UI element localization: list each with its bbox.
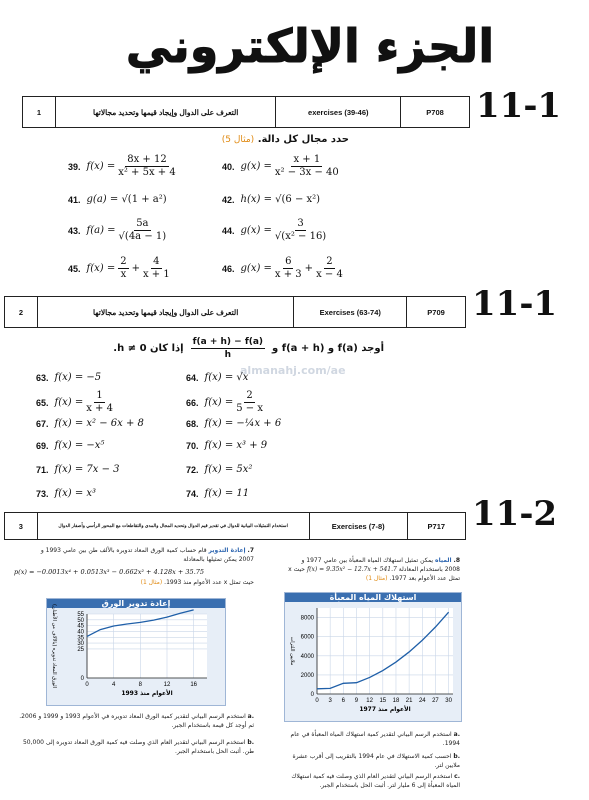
problem-number: 69. [36,440,49,451]
numerator: 6 [285,256,292,267]
problem-number: 65. [36,397,49,408]
problem-expr: f(x) = −5 [54,372,102,383]
recycling-chart [46,598,226,706]
problem-42 [222,194,320,205]
x-tick-label: 8 [138,682,143,688]
x-tick-label: 3 [328,698,332,704]
exercise-body: قام حساب كمية الورق المعاد تدويره بالألف طن بين عامي 1993 و 2007 يمكن تمثيلها بالمعادلة [40,547,254,563]
numerator: 5a [136,218,149,229]
problem-lhs: g(x) = [240,263,272,274]
fraction [275,154,339,179]
chart-title: استهلاك المياه المعبأة [285,593,461,602]
page-title-text: الجزء الإلكتروني [125,19,495,73]
problem-67 [36,418,144,429]
plot-area [317,608,453,694]
problem-expr: f(x) = x² − 6x + 8 [54,418,144,429]
denominator: √(x² − 16) [274,231,327,242]
numerator: 4 [153,256,160,267]
instruction-ref: (مثال 5) [221,135,255,145]
numerator: 8x + 12 [127,154,167,165]
problem-number: 74. [186,488,199,499]
exercise-7-part-b [14,738,254,756]
x-tick-label: 0 [315,698,319,704]
problem-expr: f(x) = 5x² [204,464,253,475]
problem-number: 64. [186,372,199,383]
problem-expr: √(6 − x²) [275,194,321,205]
problem-number: 63. [36,372,49,383]
problem-number: 70. [186,440,199,451]
part-label: .c [454,773,460,780]
section-tag: 11-2 [472,494,558,534]
problem-number: 72. [186,464,199,475]
exercise-label: إعادة التدوير [208,547,246,554]
header-topic: التعرف على الدوال وإيجاد قيمها وتحديد مجالاتها [37,297,293,327]
section-tag: 11-1 [472,284,558,324]
denominator: x² + 5x + 4 [118,167,176,178]
y-tick-label: 45 [77,623,84,630]
x-tick-label: 9 [354,698,359,704]
y-tick-label: 55 [77,612,84,618]
part-label: .a [453,731,460,738]
y-tick-label: 4000 [300,653,314,660]
header-page: P708 [400,97,469,127]
problem-number: 46. [222,263,235,274]
header-topic: التعرف على الدوال وإيجاد قيمها وتحديد مجالاتها [55,97,276,127]
denominator: x + 4 [86,403,113,414]
problem-expr: f(x) = x³ + 9 [204,440,268,451]
problem-66 [186,390,266,415]
y-tick-label: 0 [80,676,84,682]
x-tick-label: 30 [445,698,452,704]
header-num: 2 [18,307,24,317]
problem-70 [186,440,267,451]
numerator: x + 1 [293,154,321,165]
part-text: احسب كمية الاستهلاك في عام 1994 بالتقريب إلى أقرب عشرة ملايين لتر. [292,753,460,769]
fraction [275,218,326,243]
problem-41 [68,194,167,205]
header-exercises: Exercises (7-8) [309,513,407,539]
problem-lhs: f(x) = [86,161,116,172]
problem-number: 39. [68,161,81,172]
problem-number: 41. [68,194,81,205]
problem-number: 66. [186,397,199,408]
y-axis-label: ملايين اللترات [289,636,295,666]
problem-73 [36,488,96,499]
problem-40 [222,154,342,179]
y-tick-label: 6000 [300,634,314,641]
y-tick-label: 0 [310,692,314,698]
y-axis-label: الورق المعاد تدويره (بالآلاف من الأطنان) [51,603,57,689]
problem-lhs: f(a) = [86,225,116,236]
section-2-instruction [84,336,384,361]
page-title [125,6,495,86]
problem-lhs: h(x) = [240,194,272,205]
part-text: استخدم الرسم البياني لتقدير كمية الورق المعاد تدويره في الأعوام 1993 و 1999 و 2006. ثم أوجد كل قيمة باستخدام الجبر. [19,713,254,729]
problem-number: 68. [186,418,199,429]
denominator: x [120,269,127,280]
problem-68 [186,418,281,429]
denominator: x + 1 [142,269,170,280]
denominator: h [224,350,232,360]
fraction [86,390,113,415]
problem-64 [186,372,248,383]
exercise-ref: (مثال 1) [140,579,163,586]
header-page: P717 [407,513,465,539]
problem-lhs: g(x) = [240,161,272,172]
section-3-header [4,512,466,540]
header-exercises: Exercises (63-74) [293,297,406,327]
header-exercises: exercises (39-46) [275,97,400,127]
section-1-instruction [149,134,349,145]
exercise-8-part-c [288,772,460,790]
problem-43 [68,218,169,243]
fraction [119,218,167,243]
problem-number: 45. [68,263,81,274]
x-tick-label: 24 [418,698,426,704]
denominator: x − 4 [316,269,343,280]
header-topic: استخدام التمثيلات البيانية للدوال في تقدير قيم الدوال وتحديد المجال والمدى والتقاطعات مع المحور الرأسي وأصفار الدوال [37,513,309,539]
fraction [118,256,128,281]
problem-expr: √(1 + a²) [121,194,167,205]
x-tick-label: 6 [341,698,345,704]
instruction-text: أوجد f(a) و f(a + h) و [272,343,384,354]
problem-74 [186,488,249,499]
exercise-8-text [288,556,460,583]
problem-lhs: f(x) = [54,397,84,408]
fraction [191,336,265,361]
part-label: .a [247,713,254,720]
y-tick-label: 40 [77,629,84,636]
instruction-tail: إذا كان h ≠ 0. [113,343,184,354]
problem-lhs: f(x) = [86,263,116,274]
section-2-header [4,296,466,328]
exercise-body-2: حيث x تمثل عدد الأعوام بعد 1977. [288,566,460,582]
plot-area [87,614,207,678]
exercise-body: حيث تمثل x عدد الأعوام منذ 1993. [164,579,254,586]
denominator: 5 − x [236,403,263,414]
exercise-equation: f(x) = 9.35x² − 12.7x + 541.7 [306,566,397,573]
water-chart [284,592,462,722]
problem-expr: f(x) = √x [204,372,249,383]
problem-number: 42. [222,194,235,205]
problem-number: 71. [36,464,49,475]
instruction-text: حدد مجال كل دالة. [257,134,349,145]
x-tick-label: 18 [392,698,400,704]
problem-lhs: g(x) = [240,225,272,236]
x-tick-label: 16 [190,682,198,688]
chart-title: إعادة تدوير الورق [47,599,225,608]
fraction [275,256,302,281]
part-label: .b [453,753,460,760]
part-text: استخدم الرسم البياني لتقدير كمية استهلاك المياه المعبأة في عام 1994. [290,731,460,747]
y-tick-label: 30 [77,641,84,648]
y-tick-label: 8000 [300,615,314,622]
exercise-body: يمكن تمثيل استهلاك المياه المعبأة بين عامي 1977 و 2008 باستخدام المعادلة [301,557,460,573]
problem-44 [222,218,329,243]
fraction [236,390,263,415]
exercise-7-equation: p(x) = −0.0013x⁴ + 0.0513x³ − 0.662x² + 4.128x + 35.75 [14,568,205,576]
fraction [118,154,176,179]
numerator: 1 [96,390,103,401]
header-num: 1 [36,107,42,117]
problem-expr: f(x) = 11 [204,488,250,499]
denominator: x + 3 [274,269,302,280]
x-tick-label: 0 [85,682,89,688]
x-tick-label: 12 [366,698,373,704]
plus-sign: + [304,263,314,274]
problem-expr: f(x) = −¼x + 6 [204,418,282,429]
problem-expr: f(x) = 7x − 3 [54,464,120,475]
problem-number: 73. [36,488,49,499]
x-axis-label: الأعوام منذ 1977 [359,706,411,713]
numerator: 2 [246,390,253,401]
exercise-7-part-a [14,712,254,730]
section-1-header [22,96,470,128]
problem-number: 44. [222,225,235,236]
x-tick-label: 15 [379,698,387,704]
y-tick-label: 50 [77,617,84,624]
problem-number: 43. [68,225,81,236]
x-tick-label: 4 [111,682,116,688]
fraction [316,256,343,281]
numerator: f(a + h) − f(a) [192,337,264,347]
plus-sign: + [131,263,140,274]
problem-65 [36,390,116,415]
exercise-label: المياه [435,557,452,564]
denominator: x² − 3x − 40 [274,167,339,178]
x-tick-label: 21 [405,698,413,704]
exercise-ref: (مثال 1) [365,575,388,582]
exercise-8-part-a [288,730,460,748]
header-num: 3 [18,521,23,531]
problem-63 [36,372,101,383]
problem-72 [186,464,252,475]
numerator: 3 [297,218,304,229]
x-tick-label: 12 [163,682,171,688]
y-tick-label: 35 [77,635,84,642]
x-tick-label: 27 [432,698,439,704]
problem-expr: f(x) = −x⁵ [54,440,105,451]
problem-71 [36,464,120,475]
part-text: استخدم الرسم البياني لتقدير العام الذي وصلت فيه كمية الورق المعاد تدويره إلى 50,000 طن. أثبت الحل باستخدام الجبر. [22,739,254,755]
x-axis-label: الأعوام منذ 1993 [121,690,173,697]
numerator: 2 [326,256,333,267]
exercise-7-text [24,546,254,564]
numerator: 2 [120,256,127,267]
part-label: .b [247,739,254,746]
denominator: √(4a − 1) [118,231,167,242]
problem-expr: f(x) = x³ [54,488,97,499]
watermark: almanahj.com/ae [240,364,346,377]
problem-lhs: g(a) = [86,194,119,205]
problem-46 [222,256,346,281]
y-tick-label: 25 [77,646,84,653]
problem-number: 67. [36,418,49,429]
problem-number: 40. [222,161,235,172]
header-page: P709 [406,297,465,327]
y-tick-label: 2000 [300,672,314,679]
exercise-number: 7. [247,547,254,554]
section-tag: 11-1 [476,86,562,126]
part-text: استخدم الرسم البياني لتقدير العام الذي وصلت فيه كمية استهلاك المياه المعبأة إلى 6 مليار لتر. أثبت الحل باستخدام الجبر. [291,773,460,789]
problem-lhs: f(x) = [204,397,234,408]
problem-69 [36,440,104,451]
fraction [143,256,170,281]
problem-45 [68,256,173,281]
problem-39 [68,154,179,179]
water-chart-plot [285,602,461,718]
exercise-8-part-b [288,752,460,770]
exercise-7-text2 [24,578,254,587]
exercise-number: 8. [453,557,460,564]
